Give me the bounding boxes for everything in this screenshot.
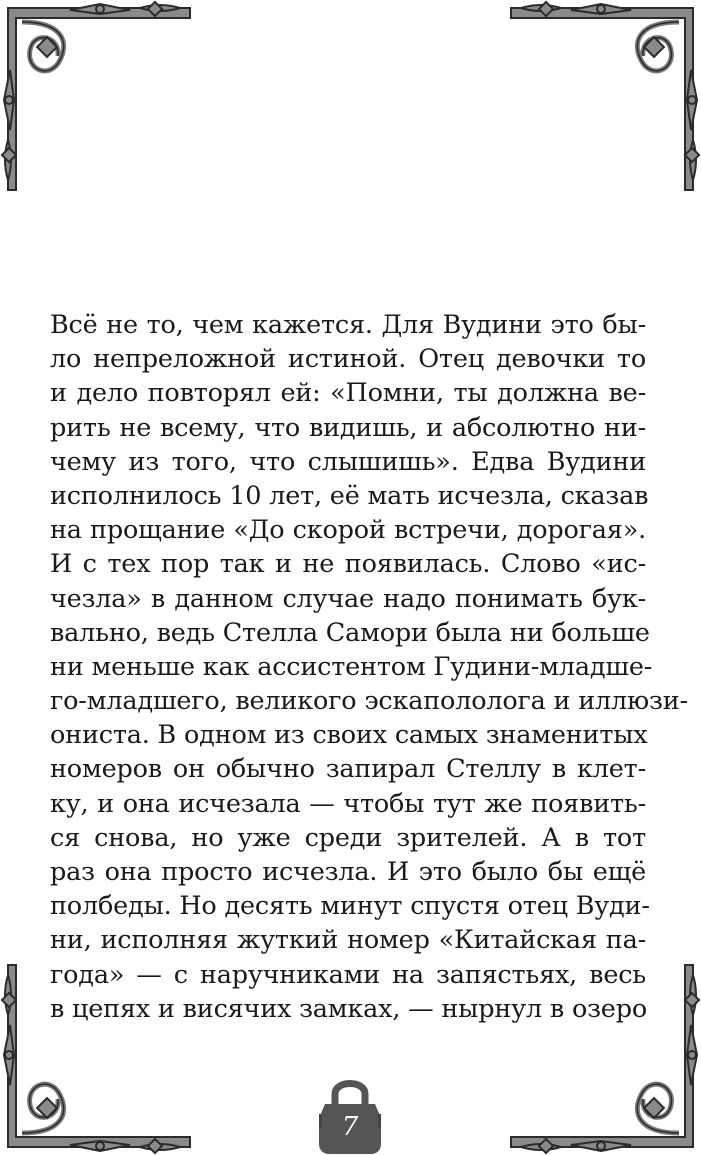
text-line: ониста. В одном из своих самых знаменитых	[50, 720, 648, 751]
page-number-badge	[317, 1074, 383, 1154]
page-number: 7	[341, 1112, 359, 1142]
text-line: и дело повторял ей: «Помни, ты должна ве-	[50, 378, 646, 409]
body-text	[50, 308, 688, 1026]
text-line: чему из того, что слышишь». Едва Вудини	[50, 446, 646, 477]
text-line: в цепях и висячих замках, — нырнул в озеро	[50, 993, 647, 1024]
text-line: номеров он обычно запирал Стеллу в клет-	[50, 754, 646, 785]
text-line: го-младшего, великого эскапололога и иллюзи-	[50, 686, 688, 717]
text-line: ни меньше как ассистентом Гудини-младше-	[50, 651, 653, 682]
text-line: года» — с наручниками на запястьях, весь	[50, 959, 646, 990]
text-line: на прощание «До скорой встречи, дорогая».	[50, 515, 646, 546]
text-line: рить не всему, что видишь, и абсолютно ни-	[50, 412, 646, 443]
text-line: ку, и она исчезала — чтобы тут же появить-	[50, 788, 646, 819]
text-line: чезла» в данном случае надо понимать бук-	[50, 583, 646, 614]
text-line: вально, ведь Стелла Самори была ни больше	[50, 617, 650, 648]
text-line: полбеды. Но десять минут спустя отец Вуди-	[50, 891, 650, 922]
text-line: ся снова, но уже среди зрителей. А в тот	[50, 822, 646, 853]
text-line: ни, исполняя жуткий номер «Китайская па-	[50, 925, 646, 956]
text-line: раз она просто исчезла. И это было бы ещё	[50, 857, 646, 887]
text-line: Всё не то, чем кажется. Для Вудини это бы-	[50, 310, 646, 340]
text-line: исполнилось 10 лет, её мать исчезла, сказав	[50, 480, 649, 511]
text-line: ло непреложной истиной. Отец девочки то	[50, 344, 646, 375]
ornament-corner-top-right-icon	[501, 0, 701, 210]
text-line: И с тех пор так и не появилась. Слово «ис-	[50, 549, 646, 580]
ornament-corner-top-left-icon	[0, 0, 200, 210]
